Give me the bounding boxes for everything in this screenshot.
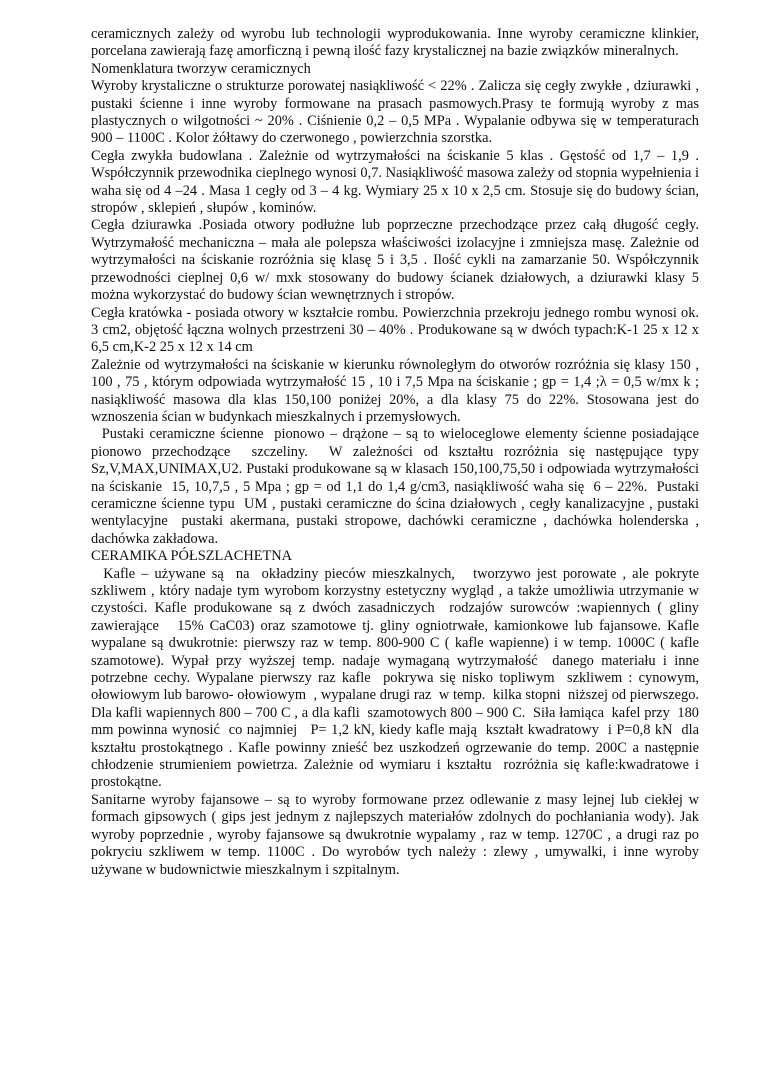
paragraph-tiles: Kafle – używane są na okładziny pieców mieszkalnych, tworzywo jest porowate , ale pokryte szkliwem , który nadaje tym wyrobom korzystny estetyczny wygląd , a także umożliwia utrzymanie w czystości. Kafle produkowane są z dwóch zasadniczych rodzajów surowców :wapiennych ( gliny zawierające 15% CaC03) oraz szamotowe tj. gliny ogniotrwałe, kamionkowe lub fajansowe. Kafle wypalane są dwukrotnie: pierwszy raz w temp. 800-900 C ( kafle wapienne) i w temp. 1000C ( kafle szamotowe). Wypał przy wyższej temp. nadaje wymaganą wytrzymałość danego materiału i inne potrzebne cechy. Wypalane pierwszy raz kafle pokrywa się nisko topliwym szkliwem : cynowym, ołowiowym lub barowo- ołowiowym , wypalane drugi raz w temp. kilka stopni niższej od pierwszego. Dla kafli wapiennych 800 – 700 C , a dla kafli szamotowych 800 – 900 C. Siła łamiąca kafel przy 180 mm powinna wynosić co najmniej P= 1,2 kN, kiedy kafle mają kształt kwadratowy i P=0,8 kN dla kształtu prostokątnego . Kafle powinny znieść bez uszkodzeń ogrzewanie do temp. 200C a następnie chłodzenie strumieniem powietrza. Zależnie od wymiaru i kształtu rozróżnia się kafle:kwadratowe i prostokątne.	[91, 565, 703, 791]
heading-semi-fine-ceramics: CERAMIKA PÓŁSZLACHETNA	[91, 548, 293, 565]
paragraph-ordinary-brick: Cegła zwykła budowlana . Zależnie od wytrzymałości na ściskanie 5 klas . Gęstość od 1,7 – 1,9 . Współczynnik przewodnika cieplnego wynosi 0,7. Nasiąkliwość masowa zależy od stopnia wypełnienia i waha się od 4 –24 . Masa 1 cegły od 3 – 4 kg. Wymiary 25 x 10 x 2,5 cm. Stosuje się do budowy ścian, stropów , sklepień , słupów , kominów.	[91, 147, 699, 217]
document-page	[91, 26, 703, 879]
paragraph-wall-blocks: Pustaki ceramiczne ścienne pionowo – drążone – są to wieloceglowe elementy ścienne posiadające pionowo przechodzące szczeliny. W zależności od kształtu rozróżnia się następujące typy Sz,V,MAX,UNIMAX,U2. Pustaki produkowane są w klasach 150,100,75,50 i odpowiada wytrzymałości na ściskanie 15, 10,7,5 , 5 Mpa ; gp = od 1,1 do 1,4 g/cm3, nasiąkliwość waha się 6 – 22%. Pustaki ceramiczne ścienne typu UM , pustaki ceramiczne do ścina działowych , cegły kanalizacyjne , pustaki wentylacyjne pustaki akermana, pustaki stropowe, dachówki ceramiczne , dachówka holenderska , dachówka zakładowa.	[91, 426, 703, 547]
heading-nomenclature: Nomenklatura tworzyw ceramicznych	[91, 60, 311, 77]
paragraph-strength-classes: Zależnie od wytrzymałości na ściskanie w kierunku równoległym do otworów rozróżnia się klasy 150 , 100 , 75 , którym odpowiada wytrzymałość 15 , 10 i 7,5 Mpa na ściskanie ; gp = 1,4 ;λ = 0,5 w/mx k ; nasiąkliwość masowa dla klas 150,100 poniżej 20%, a dla klasy 75 do 22%. Stosowana jest do wznoszenia ścian w budynkach mieszkalnych i przemysłowych.	[91, 356, 699, 425]
paragraph-sanitary-ware: Sanitarne wyroby fajansowe – są to wyroby formowane przez odlewanie z masy lejnej lub ciekłej w formach gipsowych ( gips jest jednym z najlepszych materiałów zdolnych do pochłaniania wody). Jak wyroby poprzednie , wyroby fajansowe są dwukrotnie wypalamy , raz w temp. 1270C , a drugi raz po pokryciu szkliwem w temp. 1100C . Do wyrobów tych należy : zlewy , umywalki, i inne wyroby używane w budownictwie mieszkalnym i szpitalnym.	[91, 791, 699, 878]
paragraph-hollow-brick: Cegła dziurawka .Posiada otwory podłużne lub poprzeczne przechodzące przez całą długość cegły. Wytrzymałość mechaniczna – mała ale polepsza właściwości izolacyjne i zmniejsza masę. Zależnie od wytrzymałości na ściskanie rozróżnia się klasę 5 i 3,5 . Ilość cykli na zamarzanie 50. Współczynnik przewodności cieplnej 0,6 w/ mxk stosowany do budowy ścianek działowych, a dziurawki klasy 5 można wykorzystać do budowy ścian wewnętrznych i stropów.	[91, 217, 699, 304]
paragraph-lattice-brick: Cegła kratówka - posiada otwory w kształcie rombu. Powierzchnia przekroju jednego rombu wynosi ok. 3 cm2, objętość łączna wolnych przestrzeni 30 – 40% . Produkowane są w dwóch typach:K-1 25 x 12 x 6,5 cm,K-2 25 x 12 x 14 cm	[91, 304, 699, 356]
paragraph-intro: ceramicznych zależy od wyrobu lub technologii wyprodukowania. Inne wyroby ceramiczne klinkier, porcelana zawierają fazę amorficzną i pewną ilość fazy krystalicznej na bazie związków mineralnych.	[91, 26, 699, 60]
paragraph-crystalline: Wyroby krystaliczne o strukturze porowatej nasiąkliwość < 22% . Zalicza się cegły zwykłe , dziurawki , pustaki ścienne i inne wyroby formowane na prasach pasmowych.Prasy te formują wyroby z mas plastycznych o wilgotności ~ 20% . Ciśnienie 0,2 – 0,5 MPa . Wypalanie odbywa się w temperaturach 900 – 1100C . Kolor żółtawy do czerwonego , powierzchnia szorstka.	[91, 78, 699, 147]
